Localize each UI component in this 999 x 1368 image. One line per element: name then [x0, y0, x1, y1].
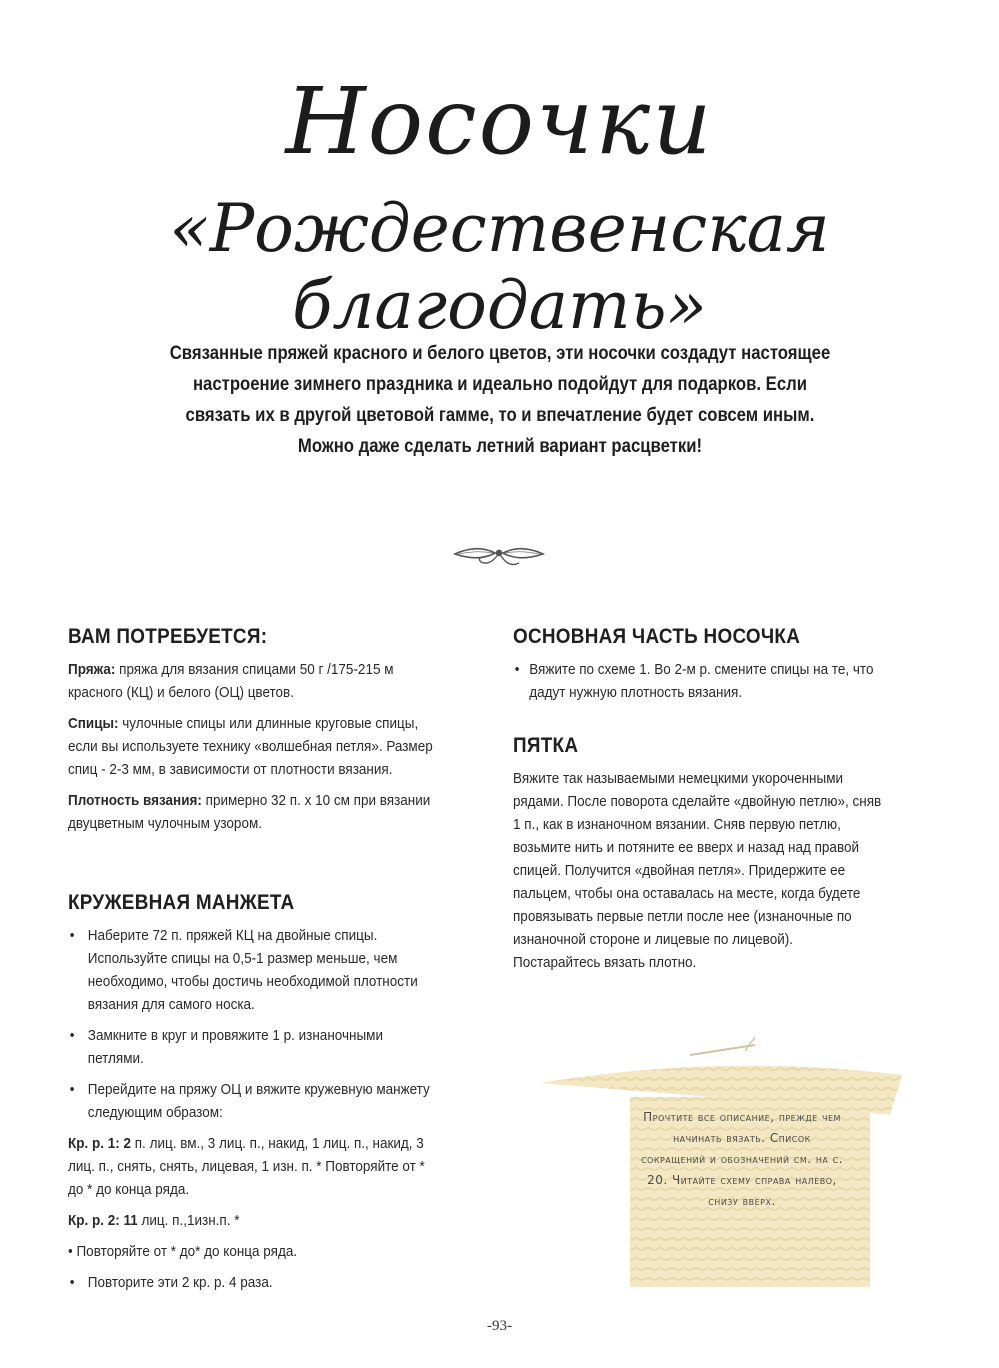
needles-paragraph — [68, 712, 437, 781]
needles-label: Спицы: — [68, 715, 119, 732]
repeat-line: • Повторяйте от * до* до конца ряда. — [68, 1243, 298, 1260]
bow-ornament-icon — [449, 536, 549, 576]
cuff-bullet-2: • Замкните в круг и провяжите 1 р. изнаночными петлями. — [68, 1024, 437, 1070]
heel-heading: ПЯТКА — [513, 734, 579, 757]
right-column — [513, 625, 885, 974]
main-part-bullet: • Вяжите по схеме 1. Во 2-м р. смените спицы на те, что дадут нужную плотность вязания. — [513, 658, 882, 704]
lace-row-1-label: Кр. р. 1: 2 — [68, 1135, 131, 1152]
yarn-label: Пряжа: — [68, 661, 116, 678]
heel-text: Вяжите так называемыми немецкими укороченными рядами. После поворота сделайте «двойную петлю», сняв 1 п., как в изнаночном вязании. Сняв первую петлю, возьмите нить и потяните ее вверх и назад над правой спицей. Получится «двойная петля». Придержите ее пальцем, чтобы она оставалась на месте, когда будете провязывать первые петли после нее (изнаночные по изнаночной стороне и лицевые по лицевой). Постарайтесь вязать плотно. — [513, 770, 882, 971]
lace-row-2-text: лиц. п.,1изн.п. * — [137, 1212, 240, 1229]
gauge-paragraph — [68, 789, 437, 835]
page-number: -93- — [487, 1318, 512, 1334]
gauge-text: примерно 32 п. x 10 см при вязании двуцветным чулочным узором. — [68, 792, 431, 832]
materials-heading: ВАМ ПОТРЕБУЕТСЯ: — [68, 625, 268, 648]
yarn-text: пряжа для вязания спицами 50 г /175-215 м красного (КЦ) и белого (ОЦ) цветов. — [68, 661, 394, 701]
gauge-label: Плотность вязания: — [68, 792, 202, 809]
page-title-line2: «Рождественская благодать» — [169, 190, 830, 344]
cuff-bullet-4: • Повторите эти 2 кр. р. 4 раза. — [68, 1271, 437, 1294]
main-part-heading: ОСНОВНАЯ ЧАСТЬ НОСОЧКА — [513, 625, 801, 648]
cuff-heading: КРУЖЕВНАЯ МАНЖЕТА — [68, 891, 295, 914]
lace-row-2 — [68, 1209, 437, 1232]
lace-row-2-label: Кр. р. 2: 11 — [68, 1212, 138, 1229]
cuff-bullet-1: • Наберите 72 п. пряжей КЦ на двойные спицы. Используйте спицы на 0,5-1 размер меньше, чем необходимо, чтобы достичь необходимой плотности вязания для самого носка. — [68, 924, 437, 1016]
lace-row-1-text: п. лиц. вм., 3 лиц. п., накид, 1 лиц. п., накид, 3 лиц. п., снять, снять, лицевая, 1 изн. п. * Повторяйте от * до * до конца ряда. — [68, 1135, 425, 1198]
needles-text: чулочные спицы или длинные круговые спицы, если вы используете технику «волшебная петля». Размер спиц - 2-3 мм, в зависимости от плотности вязания. — [68, 715, 433, 778]
reading-note: Прочтите все описание, прежде чем начинать вязать. Список сокращений и обозначений см. на с. 20. Читайте схему справа налево, снизу вверх. — [640, 1110, 844, 1208]
page-title-line1: Носочки — [285, 68, 714, 175]
cuff-bullet-3: • Перейдите на пряжу ОЦ и вяжите кружевную манжету следующим образом: — [68, 1078, 437, 1124]
left-column — [68, 625, 440, 1302]
yarn-paragraph — [68, 658, 437, 704]
lace-row-1 — [68, 1132, 437, 1201]
intro-paragraph: Связанные пряжей красного и белого цветов, эти носочки создадут настоящее настроение зимнего праздника и идеально подойдут для подарков. Если связать их в другой цветовой гамме, то и впечатление будет совсем иным. Можно даже сделать летний вариант расцветки! — [169, 343, 831, 457]
